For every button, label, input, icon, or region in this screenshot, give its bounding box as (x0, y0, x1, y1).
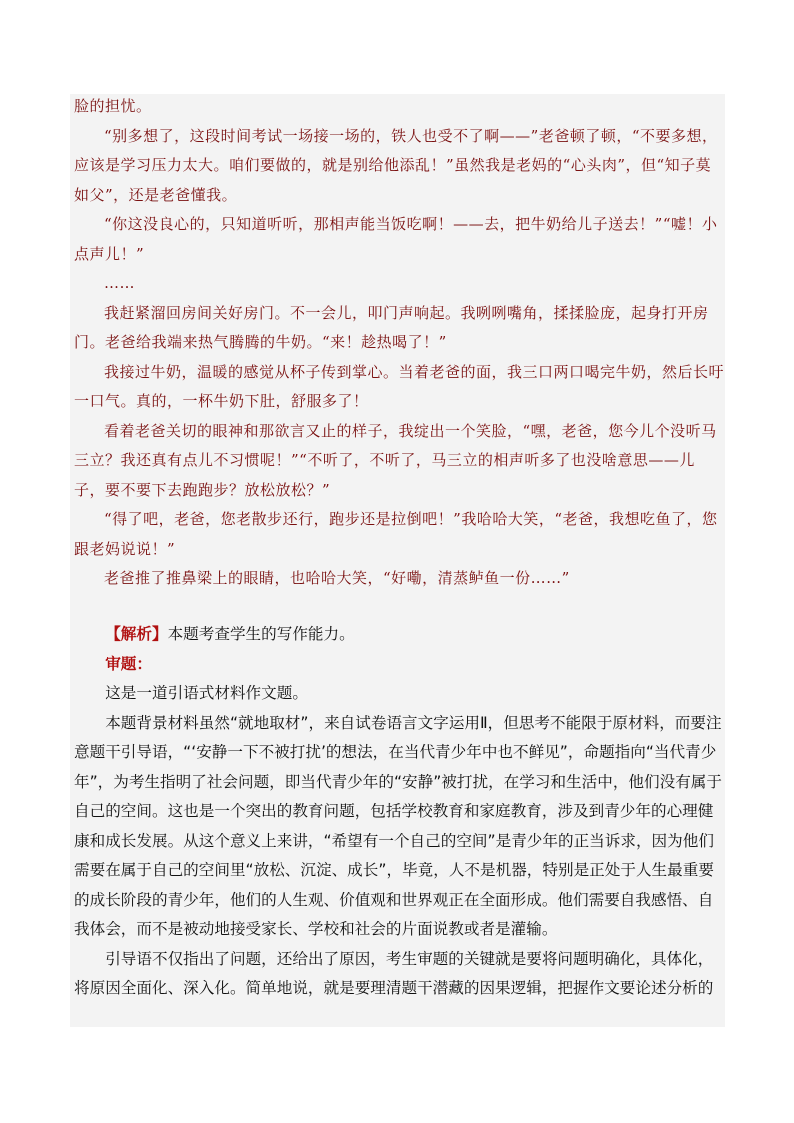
story-paragraph: 脸的担忧。 (74, 97, 152, 115)
story-paragraph: “得了吧，老爸，您老散步还行，跑步还是拉倒吧！”我哈哈大笑，“老爸，我想吃鱼了，您跟老妈说说！” (74, 510, 718, 558)
story-paragraph: 我赶紧溜回房间关好房门。不一会儿，叩门声响起。我咧咧嘴角，揉揉脸庞，起身打开房门。老爸给我端来热气腾腾的牛奶。“来！趁热喝了！” (74, 303, 709, 351)
story-paragraph: …… (104, 274, 135, 292)
essay-story (74, 92, 724, 594)
analysis-heading (74, 620, 726, 650)
shenti-heading (74, 650, 726, 680)
shenti-label: 审题： (105, 654, 152, 673)
story-paragraph: 看着老爸关切的眼神和那欲言又止的样子，我绽出一个笑脸，“嘿，老爸，您今儿个没听马三立？我还真有点儿不习惯呢！”“不听了，不听了，马三立的相声听多了也没啥意思——儿子，要不要下去跑跑步？放松放松？” (74, 421, 717, 499)
story-paragraph: 我接过牛奶，温暖的感觉从杯子传到掌心。当着老爸的面，我三口两口喝完牛奶，然后长吁一口气。真的，一杯牛奶下肚，舒服多了！ (74, 362, 725, 410)
analysis-label: 【解析】 (105, 625, 168, 643)
analysis-intro: 本题考查学生的写作能力。 (167, 625, 355, 643)
analysis-paragraph: 引导语不仅指出了问题，还给出了原因，考生审题的关键就是要将问题明确化，具体化，将原因全面化、深入化。简单地说，就是要理清题干潜藏的因果逻辑，把握作文要论述分析的 (74, 949, 714, 997)
analysis-paragraph: 这是一道引语式材料作文题。 (105, 684, 308, 702)
story-paragraph: “别多想了，这段时间考试一场接一场的，铁人也受不了啊——”老爸顿了顿，“不要多想，应该是学习压力太大。咱们要做的，就是别给他添乱！”虽然我是老妈的“心头肉”，但“知子莫如父”，还是老爸懂我。 (74, 126, 718, 204)
story-paragraph: “你这没良心的，只知道听听，那相声能当饭吃啊！——去，把牛奶给儿子送去！”“嘘！小点声儿！” (74, 215, 718, 263)
story-paragraph: 老爸推了推鼻梁上的眼睛，也哈哈大笑，“好嘞，清蒸鲈鱼一份……” (104, 569, 570, 587)
analysis-paragraph: 本题背景材料虽然“就地取材”，来自试卷语言文字运用Ⅱ，但思考不能限于原材料，而要注意题干引导语，“‘安静一下不被打扰’的想法，在当代青少年中也不鲜见”，命题指向“当代青少年”，为考生指明了社会问题，即当代青少年的“安静”被打扰，在学习和生活中，他们没有属于自己的空间。这也是一个突出的教育问题，包括学校教育和家庭教育，涉及到青少年的心理健康和成长发展。从这个意义上来讲，“希望有一个自己的空间”是青少年的正当诉求，因为他们需要在属于自己的空间里“放松、沉淀、成长”，毕竟，人不是机器，特别是正处于人生最重要的成长阶段的青少年，他们的人生观、价值观和世界观正在全面形成。他们需要自我感悟、自我体会，而不是被动地接受家长、学校和社会的片面说教或者是灌输。 (74, 713, 722, 938)
analysis-section (74, 620, 726, 1004)
